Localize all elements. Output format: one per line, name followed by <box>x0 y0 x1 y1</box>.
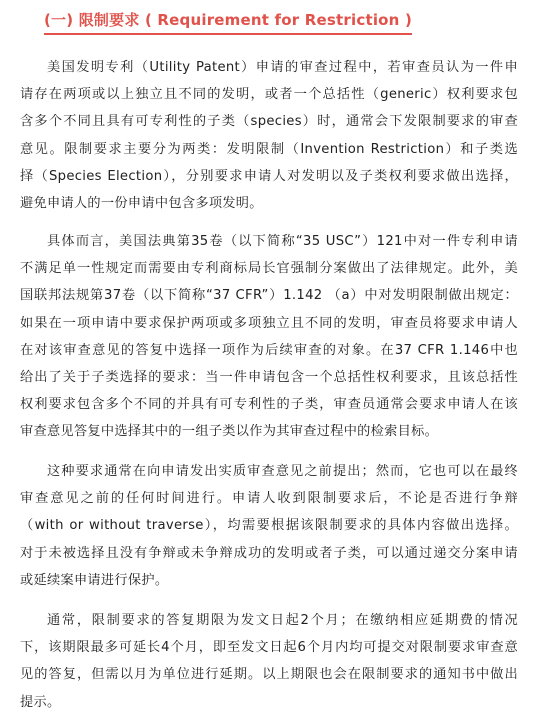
paragraph-line: 这种要求通常在向申请发出实质审查意见之前提出；然而，它也可以在最终 <box>47 464 518 479</box>
paragraph-response-deadline <box>20 607 518 716</box>
paragraph-timing-and-traverse <box>20 458 518 594</box>
section-heading: (一) 限制要求 ( Requirement for Restriction ) <box>44 11 413 29</box>
paragraph-line: 美国发明专利（Utility Patent）申请的审查过程中，若审查员认为一件申 <box>47 60 518 75</box>
paragraph-line: 对于未被选择且没有争辩或未争辩成功的发明或者子类，可以通过递交分案申请 <box>20 545 518 561</box>
paragraph-line: 不满足单一性规定而需要由专利商标局长官强制分案做出了法律规定。此外，美 <box>20 261 518 277</box>
paragraph-line: 国联邦法规第37卷（以下简称“37 CFR”）1.142 （a）中对发明限制做出规定： <box>20 288 518 304</box>
paragraph-line: 如果在一项申请中要求保护两项或多项独立且不同的发明，审查员将要求申请人 <box>20 315 518 331</box>
paragraph-line: 在对该审查意见的答复中选择一项作为后续审查的对象。在37 CFR 1.146中也 <box>20 342 518 358</box>
paragraph-line: 提示。 <box>20 694 61 710</box>
paragraph-line: 审查意见之前的任何时间进行。申请人收到限制要求后，不论是否进行争辩 <box>20 491 518 507</box>
paragraph-line: 请存在两项或以上独立且不同的发明，或者一个总括性（generic）权利要求包 <box>20 87 518 103</box>
paragraph-line: 下，该期限最多可延长4个月，即至发文日起6个月内均可提交对限制要求审查意 <box>20 640 518 656</box>
paragraph-line: （with or without traverse），均需要根据该限制要求的具体内容做出选择。 <box>20 518 518 534</box>
paragraph-line: 避免申请人的一份申请中包含多项发明。 <box>20 195 263 211</box>
paragraph-line: 给出了关于子类选择的要求：当一件申请包含一个总括性权利要求，且该总括性 <box>20 369 518 385</box>
paragraph-utility-patent-restriction <box>20 54 518 217</box>
paragraph-line: 择（Species Election），分别要求申请人对发明以及子类权利要求做出选择， <box>20 168 518 184</box>
paragraph-legal-basis <box>20 228 518 446</box>
heading-underline <box>44 33 412 35</box>
paragraph-line: 通常，限制要求的答复期限为发文日起2个月；在缴纳相应延期费的情况 <box>47 613 518 628</box>
paragraph-line: 或延续案申请进行保护。 <box>20 572 169 588</box>
paragraph-line: 意见。限制要求主要分为两类：发明限制（Invention Restriction）和子类选 <box>20 141 518 157</box>
paragraph-line: 审查意见答复中选择其中的一组子类以作为其审查过程中的检索目标。 <box>20 424 439 440</box>
paragraph-line: 见的答复，但需以月为单位进行延期。以上期限也会在限制要求的通知书中做出 <box>20 667 518 683</box>
paragraph-line: 权利要求包含多个不同的并具有可专利性的子类，审查员通常会要求申请人在该 <box>20 397 518 413</box>
paragraph-line: 含多个不同且具有可专利性的子类（species）时，通常会下发限制要求的审查 <box>20 114 518 130</box>
paragraph-line: 具体而言，美国法典第35卷（以下简称“35 USC”）121中对一件专利申请 <box>47 234 518 249</box>
